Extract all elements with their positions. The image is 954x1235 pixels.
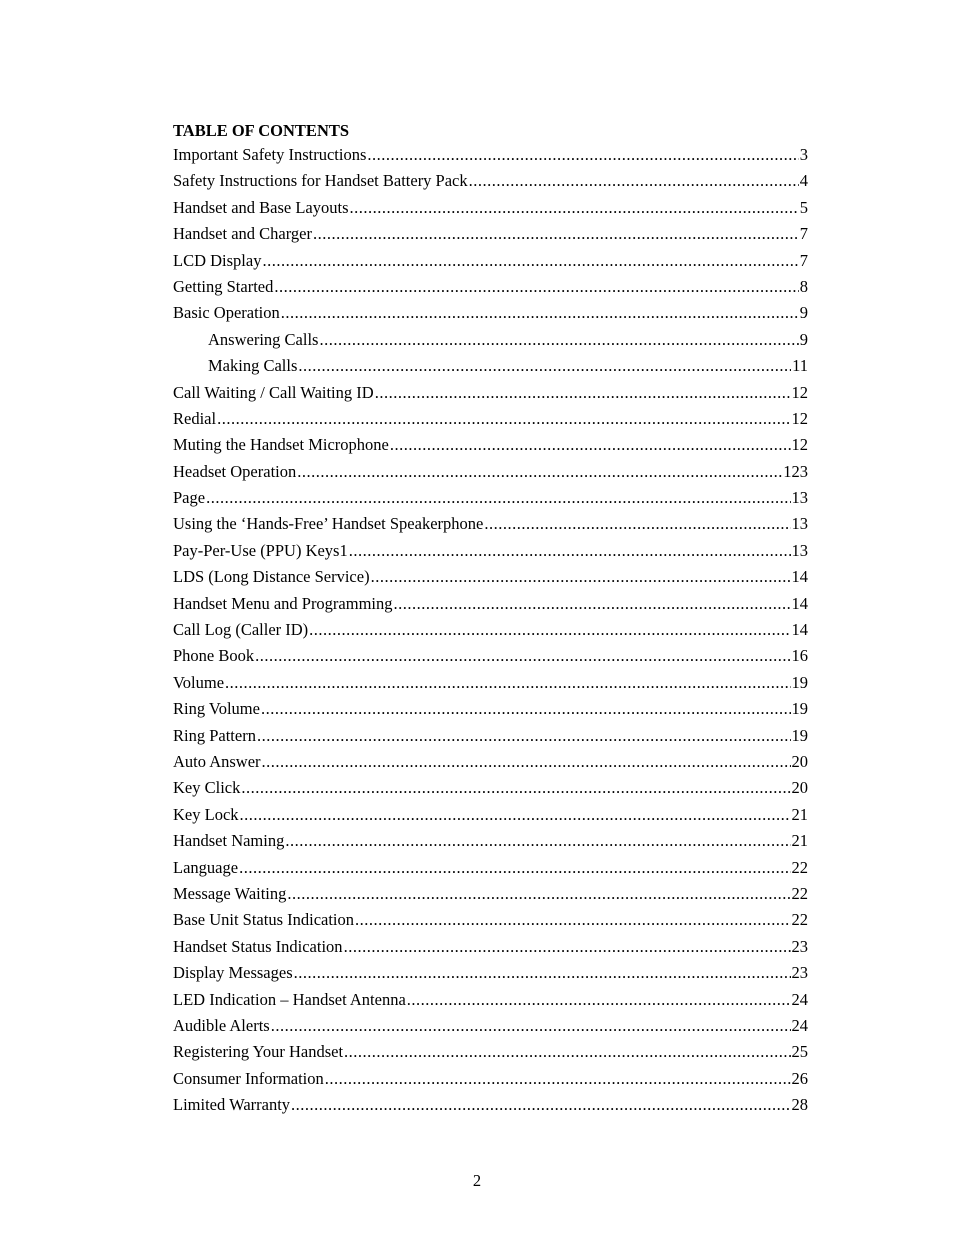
toc-entry-title: Handset Menu and Programming [173, 593, 393, 613]
toc-entry [173, 248, 808, 274]
toc-entry [173, 907, 808, 933]
toc-entry-page-number: 12 [791, 382, 808, 402]
toc-entry [173, 749, 808, 775]
toc-entry-title: Message Waiting [173, 883, 287, 903]
toc-entry-title: Base Unit Status Indication [173, 910, 355, 930]
toc-entry [173, 1092, 808, 1118]
toc-entry-page-number: 4 [799, 171, 808, 191]
dot-leader [285, 828, 790, 854]
dot-leader [262, 749, 791, 775]
toc-entry-page-number: 14 [791, 567, 808, 587]
dot-leader [394, 591, 791, 617]
toc-entry [173, 855, 808, 881]
toc-entry-page-number: 9 [799, 303, 808, 323]
toc-entry-title: Page [173, 488, 206, 508]
toc-entry-title: Muting the Handset Microphone [173, 435, 389, 455]
toc-entry-page-number: 9 [799, 329, 808, 349]
toc-entry [173, 723, 808, 749]
dot-leader [255, 643, 790, 669]
dot-leader [239, 855, 790, 881]
toc-entry [173, 538, 808, 564]
dot-leader [225, 670, 790, 696]
dot-leader [217, 406, 790, 432]
toc-entry [173, 142, 808, 168]
page-number: 2 [472, 1171, 482, 1190]
toc-entry-title: Basic Operation [173, 303, 280, 323]
toc-heading: TABLE OF CONTENTS [173, 121, 350, 140]
toc-entry-page-number: 16 [791, 646, 808, 666]
toc-entry [173, 274, 808, 300]
toc-entry-page-number: 25 [791, 1042, 808, 1062]
toc-entry-title: Handset Status Indication [173, 936, 343, 956]
toc-entry [173, 1066, 808, 1092]
toc-entry-page-number: 24 [791, 1015, 808, 1035]
toc-entry [173, 775, 808, 801]
toc-entry-page-number: 14 [791, 620, 808, 640]
toc-entry-page-number: 21 [791, 804, 808, 824]
toc-entry-title: Language [173, 857, 239, 877]
dot-leader [367, 142, 798, 168]
toc-entry-title: Phone Book [173, 646, 255, 666]
toc-entry-page-number: 22 [791, 883, 808, 903]
toc-entry-page-number: 13 [791, 514, 808, 534]
toc-entry-list [173, 142, 808, 1118]
toc-entry-title: Ring Pattern [173, 725, 256, 745]
toc-entry-title: Headset Operation [173, 461, 297, 481]
toc-entry-title: Key Lock [173, 804, 239, 824]
dot-leader [274, 274, 798, 300]
toc-entry-page-number: 28 [791, 1095, 808, 1115]
toc-entry-page-number: 11 [792, 356, 808, 376]
toc-entry [173, 987, 808, 1013]
toc-entry-title: Call Waiting / Call Waiting ID [173, 382, 374, 402]
toc-entry [173, 511, 808, 537]
toc-entry-title: LCD Display [173, 250, 262, 270]
toc-entry [173, 221, 808, 247]
dot-leader [344, 934, 791, 960]
toc-entry [173, 934, 808, 960]
dot-leader [271, 1013, 791, 1039]
toc-entry-page-number: 13 [791, 540, 808, 560]
toc-entry-title: Consumer Information [173, 1068, 324, 1088]
toc-entry [173, 327, 808, 353]
toc-entry [173, 485, 808, 511]
toc-entry-title: Getting Started [173, 276, 274, 296]
toc-entry-page-number: 3 [799, 145, 808, 164]
toc-entry-title: Handset and Charger [173, 224, 312, 244]
toc-entry-title: Pay-Per-Use (PPU) Keys1 [173, 540, 348, 560]
toc-entry-title: LDS (Long Distance Service) [173, 567, 370, 587]
dot-leader [325, 1066, 791, 1092]
toc-entry-page-number: 19 [791, 725, 808, 745]
toc-entry-page-number: 14 [791, 593, 808, 613]
toc-entry-page-number: 12 [791, 408, 808, 428]
toc-entry-page-number: 26 [791, 1068, 808, 1088]
toc-entry [173, 828, 808, 854]
toc-entry-page-number: 7 [799, 224, 808, 244]
dot-leader [349, 538, 791, 564]
dot-leader [371, 564, 791, 590]
dot-leader [350, 195, 799, 221]
toc-entry [173, 1039, 808, 1065]
toc-entry [173, 432, 808, 458]
toc-entry [173, 1013, 808, 1039]
toc-entry [173, 696, 808, 722]
dot-leader [281, 300, 799, 326]
toc-entry-page-number: 24 [791, 989, 808, 1009]
toc-entry [173, 617, 808, 643]
toc-entry [173, 168, 808, 194]
toc-entry-title: Handset Naming [173, 831, 285, 851]
dot-leader [291, 1092, 790, 1118]
dot-leader [390, 432, 791, 458]
dot-leader [313, 221, 799, 247]
toc-entry-title: Volume [173, 672, 225, 692]
dot-leader [241, 775, 790, 801]
dot-leader [257, 723, 791, 749]
toc-entry [173, 670, 808, 696]
toc-entry-page-number: 19 [791, 672, 808, 692]
dot-leader [309, 617, 790, 643]
toc-entry-title: LED Indication – Handset Antenna [173, 989, 406, 1009]
dot-leader [469, 168, 799, 194]
dot-leader [287, 881, 790, 907]
toc-entry-title: Audible Alerts [173, 1015, 270, 1035]
toc-entry-page-number: 22 [791, 857, 808, 877]
toc-entry-page-number: 20 [791, 751, 808, 771]
toc-entry [173, 459, 808, 485]
dot-leader [298, 353, 791, 379]
dot-leader [206, 485, 790, 511]
toc-entry-page-number: 12 [791, 435, 808, 455]
toc-entry [173, 195, 808, 221]
toc-entry-page-number: 5 [799, 197, 808, 217]
dot-leader [240, 802, 791, 828]
toc-entry [173, 881, 808, 907]
dot-leader [294, 960, 791, 986]
dot-leader [407, 987, 791, 1013]
dot-leader [261, 696, 791, 722]
toc-entry-title: Using the ‘Hands-Free’ Handset Speakerphone [173, 514, 484, 534]
toc-entry [173, 802, 808, 828]
toc-entry-page-number: 21 [791, 831, 808, 851]
toc-entry-title: Auto Answer [173, 751, 261, 771]
dot-leader [262, 248, 798, 274]
toc-entry-title: Call Log (Caller ID) [173, 620, 309, 640]
table-of-contents [173, 120, 808, 1118]
toc-entry [173, 591, 808, 617]
toc-entry [173, 300, 808, 326]
toc-entry-title: Handset and Base Layouts [173, 197, 349, 217]
toc-entry-title: Ring Volume [173, 699, 260, 719]
toc-entry-title: Important Safety Instructions [173, 145, 367, 164]
dot-leader [355, 907, 790, 933]
toc-entry-page-number: 7 [799, 250, 808, 270]
toc-entry [173, 406, 808, 432]
toc-entry [173, 380, 808, 406]
toc-entry-title: Safety Instructions for Handset Battery Pack [173, 171, 468, 191]
toc-entry [173, 564, 808, 590]
toc-entry-page-number: 23 [791, 963, 808, 983]
toc-entry-title: Making Calls [208, 356, 298, 376]
toc-entry-page-number: 123 [783, 461, 808, 481]
toc-entry-title: Key Click [173, 778, 241, 798]
toc-entry-page-number: 19 [791, 699, 808, 719]
toc-entry-title: Display Messages [173, 963, 293, 983]
toc-entry-title: Registering Your Handset [173, 1042, 344, 1062]
toc-entry [173, 353, 808, 379]
toc-entry-title: Redial [173, 408, 217, 428]
toc-entry-title: Answering Calls [208, 329, 319, 349]
dot-leader [297, 459, 782, 485]
toc-entry-title: Limited Warranty [173, 1095, 291, 1115]
dot-leader [344, 1039, 790, 1065]
dot-leader [375, 380, 791, 406]
toc-entry-page-number: 20 [791, 778, 808, 798]
toc-entry-page-number: 13 [791, 488, 808, 508]
toc-entry-page-number: 8 [799, 276, 808, 296]
dot-leader [484, 511, 790, 537]
toc-entry-page-number: 22 [791, 910, 808, 930]
dot-leader [319, 327, 798, 353]
toc-entry [173, 643, 808, 669]
toc-entry-page-number: 23 [791, 936, 808, 956]
toc-entry [173, 960, 808, 986]
